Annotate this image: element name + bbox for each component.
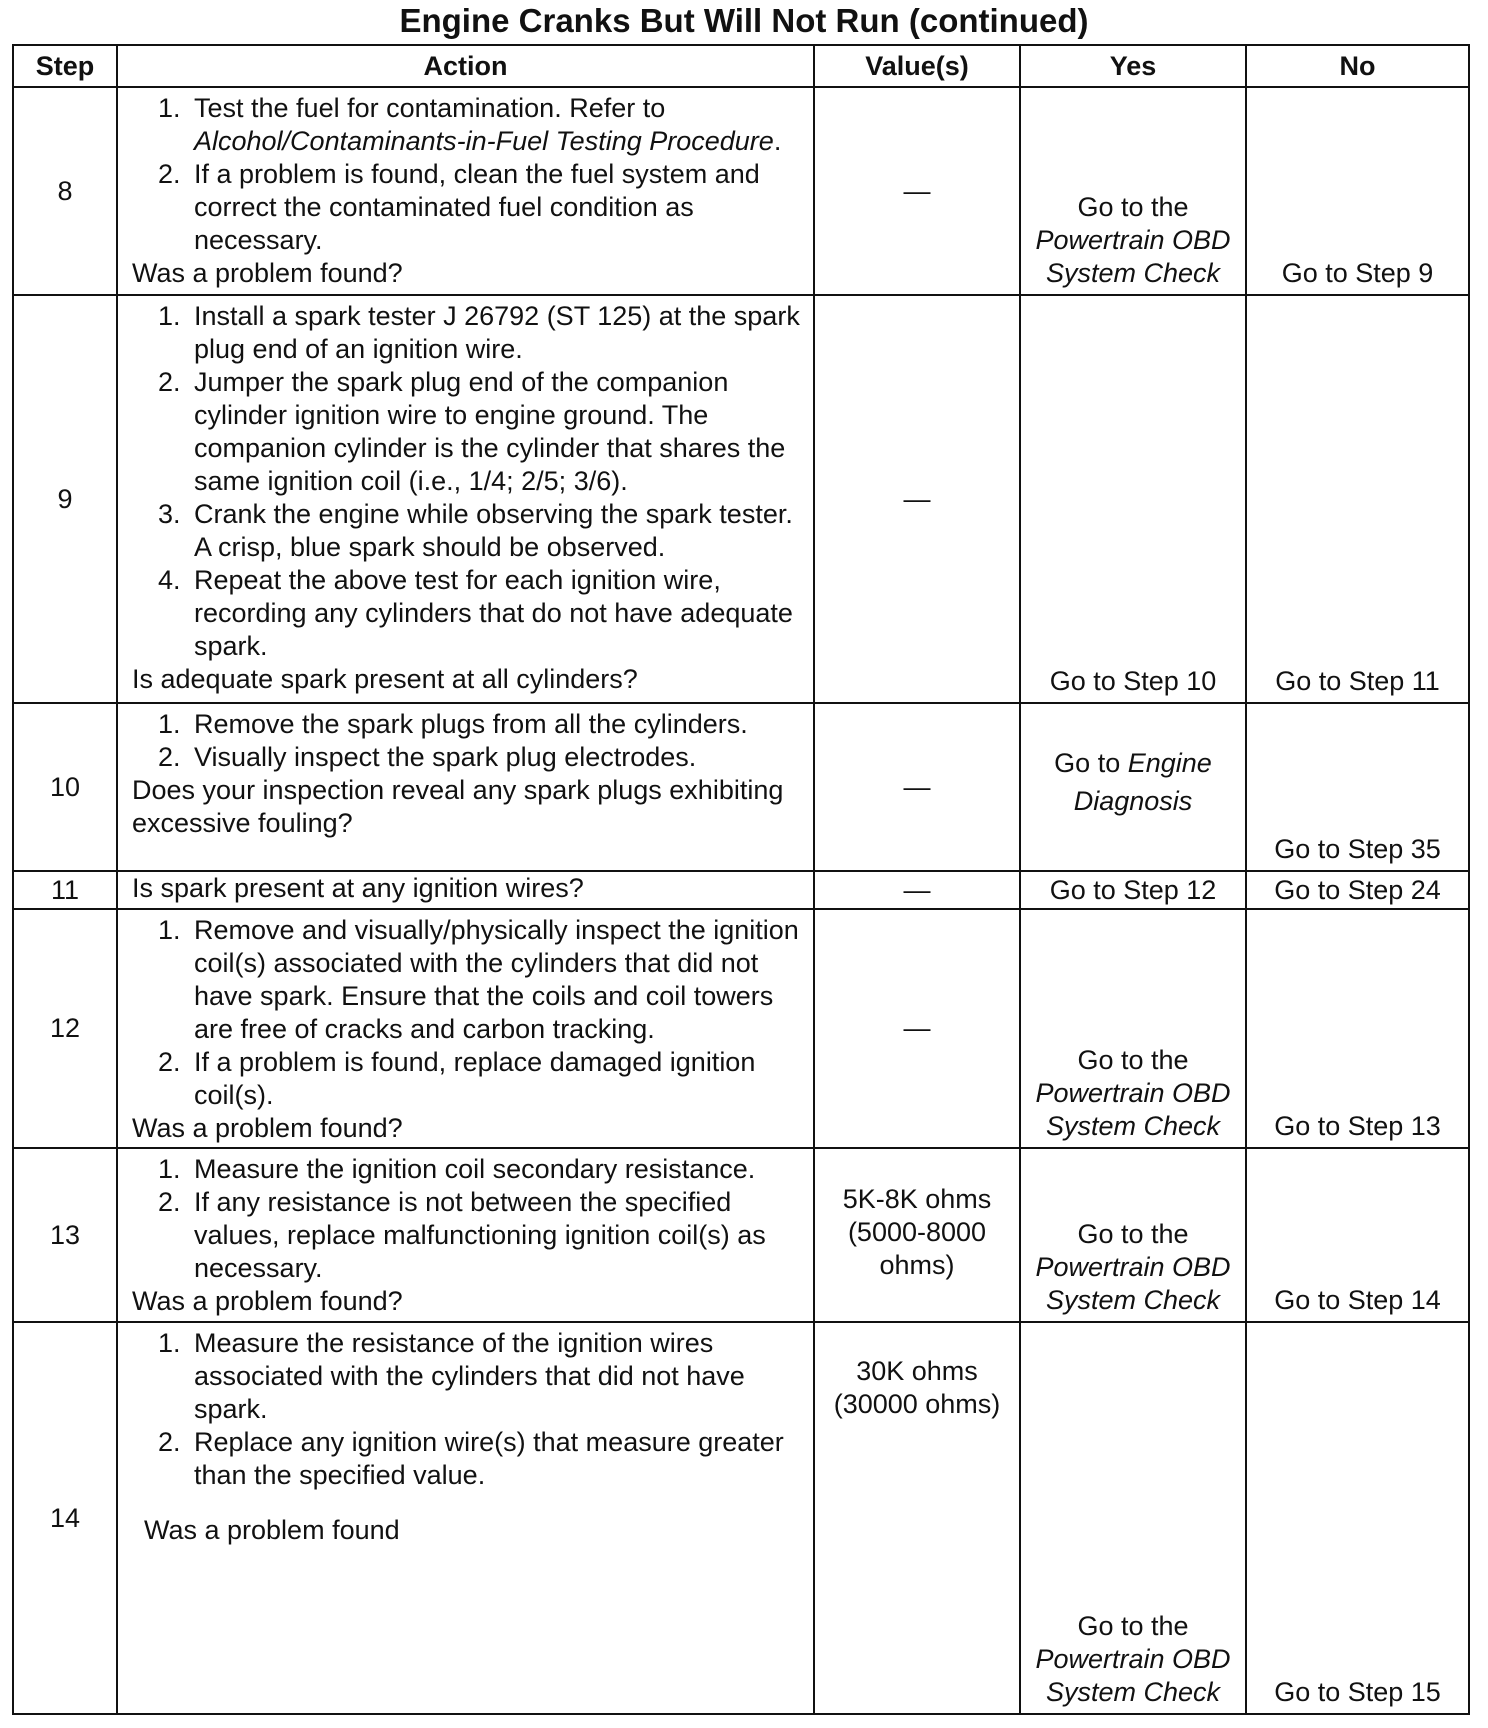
yes-link-italic: Powertrain OBD System Check [1035, 1252, 1231, 1315]
table-header-row [13, 45, 1469, 87]
no-text: Go to Step 9 [1281, 258, 1434, 288]
page-title: Engine Cranks But Will Not Run (continued) [399, 2, 1089, 39]
table-row-step-13 [13, 1148, 1469, 1322]
no-text: Go to Step 11 [1275, 666, 1440, 696]
action-question: Was a problem found? [132, 1113, 403, 1143]
yes-text: Go to Step 10 [1049, 666, 1217, 696]
action-cell [117, 1148, 814, 1322]
yes-text: Go to the [1077, 1219, 1189, 1249]
header-values: Value(s) [814, 45, 1020, 87]
step-number: 12 [13, 909, 117, 1148]
value-cell: — [814, 871, 1020, 909]
no-cell [1246, 1148, 1469, 1322]
yes-cell [1020, 87, 1246, 295]
no-text: Go to Step 13 [1274, 1111, 1441, 1141]
table-row-step-8 [13, 87, 1469, 295]
no-text: Go to Step 24 [1246, 871, 1469, 909]
action-item: 1. Measure the ignition coil secondary resistance. [188, 1153, 805, 1186]
header-no: No [1246, 45, 1469, 87]
action-item: 4. Repeat the above test for each ignition wire, recording any cylinders that do not have adequate spark. [188, 564, 805, 663]
header-step: Step [13, 45, 117, 87]
action-item: 2. If any resistance is not between the specified values, replace malfunctioning ignition coil(s) as necessary. [188, 1186, 805, 1285]
action-question: Does your inspection reveal any spark plugs exhibiting excessive fouling? [132, 775, 784, 838]
no-cell [1246, 909, 1469, 1148]
yes-text: Go to the [1077, 1045, 1189, 1075]
table-row-step-10 [13, 703, 1469, 871]
action-cell [117, 871, 814, 909]
yes-link-italic: Engine Diagnosis [1073, 748, 1212, 816]
step-number: 11 [13, 871, 117, 909]
step-number: 9 [13, 295, 117, 703]
no-cell [1246, 295, 1469, 703]
no-cell [1246, 703, 1469, 871]
yes-link-italic: Powertrain OBD System Check [1035, 1078, 1231, 1141]
yes-text: Go to Step 12 [1020, 871, 1246, 909]
value-cell: 5K-8K ohms (5000-8000 ohms) [814, 1148, 1020, 1322]
action-question: Was a problem found [144, 1515, 400, 1545]
action-question: Was a problem found? [132, 258, 403, 288]
value-cell: — [814, 703, 1020, 871]
header-action: Action [117, 45, 814, 87]
no-cell [1246, 87, 1469, 295]
action-cell [117, 703, 814, 871]
yes-link-italic: Powertrain OBD System Check [1035, 1644, 1231, 1707]
yes-link-italic: Powertrain OBD System Check [1035, 225, 1231, 288]
no-text: Go to Step 15 [1274, 1677, 1441, 1707]
action-question: Is adequate spark present at all cylinders? [132, 664, 638, 694]
table-row-step-11 [13, 871, 1469, 909]
action-item: 3. Crank the engine while observing the spark tester. A crisp, blue spark should be observed. [188, 498, 805, 564]
action-question: Is spark present at any ignition wires? [132, 873, 584, 903]
yes-text: Go to [1054, 748, 1121, 778]
step-number: 13 [13, 1148, 117, 1322]
table-row-step-12 [13, 909, 1469, 1148]
action-item: 1. Install a spark tester J 26792 (ST 125) at the spark plug end of an ignition wire. [188, 300, 805, 366]
action-item: 2. If a problem is found, replace damaged ignition coil(s). [188, 1046, 805, 1112]
table-row-step-9 [13, 295, 1469, 703]
yes-cell [1020, 909, 1246, 1148]
action-cell [117, 87, 814, 295]
table-row-step-14 [13, 1322, 1469, 1714]
action-cell [117, 295, 814, 703]
action-item: 2. Visually inspect the spark plug electrodes. [188, 741, 805, 774]
action-item: 1. Test the fuel for contamination. Refer to Alcohol/Contaminants-in-Fuel Testing Procedure. [188, 92, 805, 158]
yes-cell [1020, 1322, 1246, 1714]
action-cell [117, 1322, 814, 1714]
action-item: 2. If a problem is found, clean the fuel system and correct the contaminated fuel condition as necessary. [188, 158, 805, 257]
action-item: 1. Remove and visually/physically inspect the ignition coil(s) associated with the cylinders that did not have spark. Ensure that the coils and coil towers are free of cracks and carbon tracking. [188, 914, 805, 1046]
step-number: 8 [13, 87, 117, 295]
action-item: 2. Jumper the spark plug end of the companion cylinder ignition wire to engine ground. The companion cylinder is the cylinder that shares the same ignition coil (i.e., 1/4; 2/5; 3/6). [188, 366, 805, 498]
action-item: 2. Replace any ignition wire(s) that measure greater than the specified value. [188, 1426, 805, 1492]
step-number: 10 [13, 703, 117, 871]
action-item: 1. Measure the resistance of the ignition wires associated with the cylinders that did not have spark. [188, 1327, 805, 1426]
no-cell [1246, 1322, 1469, 1714]
action-item: 1. Remove the spark plugs from all the cylinders. [188, 708, 805, 741]
action-cell [117, 909, 814, 1148]
yes-text: Go to the [1077, 192, 1189, 222]
value-cell: — [814, 295, 1020, 703]
yes-cell [1020, 295, 1246, 703]
diagnostic-table [12, 44, 1470, 1715]
action-question: Was a problem found? [132, 1286, 403, 1316]
header-yes: Yes [1020, 45, 1246, 87]
value-cell: 30K ohms (30000 ohms) [814, 1322, 1020, 1714]
no-text: Go to Step 35 [1274, 834, 1441, 864]
value-cell: — [814, 87, 1020, 295]
no-text: Go to Step 14 [1274, 1285, 1441, 1315]
yes-cell [1020, 703, 1246, 871]
yes-cell [1020, 1148, 1246, 1322]
value-cell: — [814, 909, 1020, 1148]
step-number: 14 [13, 1322, 117, 1714]
yes-text: Go to the [1077, 1611, 1189, 1641]
